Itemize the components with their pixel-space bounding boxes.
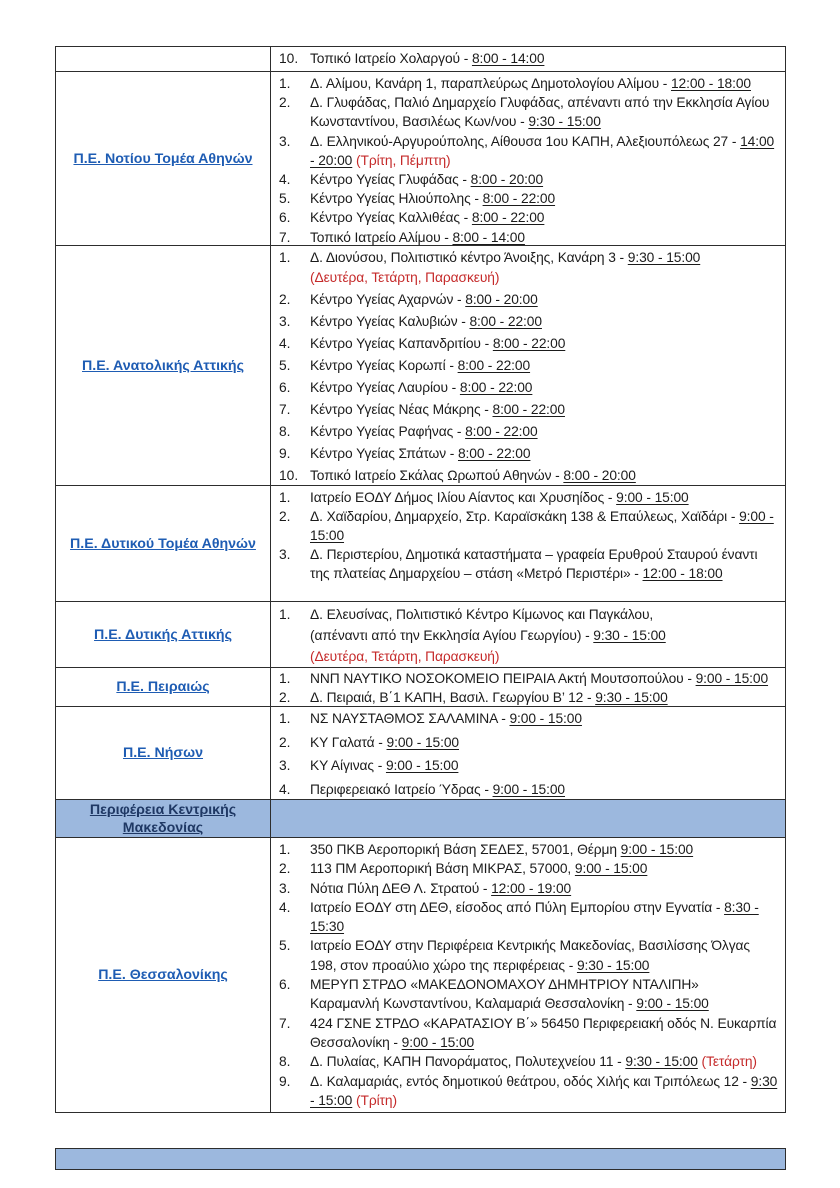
item-number: 2. bbox=[279, 734, 291, 750]
opening-hours: 12:00 - 18:00 bbox=[670, 76, 751, 91]
item-text bbox=[310, 879, 779, 898]
item-number: 8. bbox=[279, 1054, 291, 1070]
item-number: 1. bbox=[279, 490, 291, 505]
opening-hours: 9:30 - 15:00 bbox=[310, 1073, 778, 1108]
item-number: 1. bbox=[279, 76, 291, 91]
schedule-item bbox=[279, 49, 779, 68]
table-row-dytikou bbox=[56, 486, 785, 602]
item-number: 3. bbox=[279, 133, 291, 149]
location-text: Τοπικό Ιατρείο Σκάλας Ωρωπού Αθηνών - bbox=[310, 468, 564, 483]
region-link-thess[interactable]: Π.Ε. Θεσσαλονίκης bbox=[98, 967, 228, 983]
table-row-thess bbox=[56, 838, 785, 1112]
schedule-item bbox=[279, 898, 779, 937]
schedule-item bbox=[279, 756, 779, 776]
item-text bbox=[310, 859, 779, 878]
region-cell-carryover bbox=[56, 47, 271, 71]
item-text bbox=[310, 1072, 779, 1111]
schedule-item bbox=[279, 74, 779, 93]
schedule-item bbox=[279, 466, 779, 485]
item-text bbox=[310, 228, 779, 245]
location-text: Δ. Πειραιά, Β΄1 ΚΑΠΗ, Βασιλ. Γεωργίου Β’ 12 - bbox=[310, 689, 596, 705]
item-text bbox=[310, 1052, 779, 1071]
opening-hours: 9:00 - 15:00 bbox=[310, 509, 774, 543]
opening-hours: 8:00 - 14:00 bbox=[452, 229, 525, 245]
location-text: Δ. Διονύσου, Πολιτιστικό κέντρο Άνοιξης, Κανάρη 3 - bbox=[310, 250, 628, 265]
item-text bbox=[310, 170, 779, 189]
item-text bbox=[310, 74, 779, 93]
item-number: 4. bbox=[279, 172, 291, 188]
schedule-item bbox=[279, 312, 779, 332]
location-text: 113 ΠΜ Αεροπορική Βάση ΜΙΚΡΑΣ, 57000, bbox=[310, 861, 575, 877]
location-text: Κέντρο Υγείας Νέας Μάκρης - bbox=[310, 402, 493, 417]
region-link-makedonia[interactable]: Περιφέρεια Κεντρικής Μακεδονίας bbox=[89, 801, 237, 836]
locations-cell-notiou bbox=[271, 72, 785, 245]
opening-hours: 9:00 - 15:00 bbox=[616, 490, 689, 505]
item-text bbox=[310, 132, 779, 170]
table-row-anatolikis bbox=[56, 246, 785, 486]
schedule-item bbox=[279, 1014, 779, 1053]
item-text bbox=[310, 378, 779, 398]
table-row-notiou bbox=[56, 72, 785, 246]
location-text: Τοπικό Ιατρείο Χολαργού - bbox=[310, 51, 472, 66]
schedule-item bbox=[279, 189, 779, 208]
location-text: Κέντρο Υγείας Γλυφάδας - bbox=[310, 172, 471, 188]
item-number: 1. bbox=[279, 711, 291, 726]
item-number: 7. bbox=[279, 1015, 291, 1031]
schedule-item bbox=[279, 975, 779, 1014]
schedule-item bbox=[279, 93, 779, 131]
days-note: (Τετάρτη) bbox=[697, 1054, 757, 1070]
opening-hours: 9:00 - 15:00 bbox=[401, 1034, 475, 1050]
locations-cell-dytikou bbox=[271, 486, 785, 601]
opening-hours: 8:00 - 14:00 bbox=[471, 51, 545, 66]
item-text bbox=[310, 248, 779, 288]
schedule-item bbox=[279, 670, 779, 689]
location-text: ΚΥ Γαλατά - bbox=[310, 734, 387, 750]
region-cell-thess bbox=[56, 838, 271, 1112]
schedule-item bbox=[279, 780, 779, 800]
opening-hours: 12:00 - 19:00 bbox=[491, 880, 572, 896]
location-text: Δ. Ελευσίνας, Πολιτιστικό Κέντρο Κίμωνος και Παγκάλου, bbox=[310, 607, 654, 622]
item-text bbox=[310, 898, 779, 937]
opening-hours: 8:00 - 22:00 bbox=[459, 380, 533, 395]
opening-hours: 8:00 - 22:00 bbox=[492, 336, 566, 351]
schedule-item bbox=[279, 488, 779, 507]
opening-hours: 9:00 - 15:00 bbox=[386, 734, 459, 750]
item-text bbox=[310, 334, 779, 354]
item-text bbox=[310, 208, 779, 227]
region-link-notiou[interactable]: Π.Ε. Νοτίου Τομέα Αθηνών bbox=[73, 150, 253, 167]
item-text bbox=[310, 488, 779, 507]
opening-hours: 9:30 - 15:00 bbox=[595, 689, 668, 705]
location-text: Δ. Πυλαίας, ΚΑΠΗ Πανοράματος, Πολυτεχνείου 11 - bbox=[310, 1054, 626, 1070]
opening-hours: 12:00 - 18:00 bbox=[642, 566, 723, 581]
location-text: Ιατρείο ΕΟΔΥ στη ΔΕΘ, είσοδος από Πύλη Εμπορίου στην Εγνατία - bbox=[310, 899, 725, 915]
location-text: Κέντρο Υγείας Ηλιούπολης - bbox=[310, 191, 483, 207]
location-text: Ιατρείο ΕΟΔΥ Δήμος Ιλίου Αίαντος και Χρυσηίδος - bbox=[310, 490, 617, 505]
item-text bbox=[310, 936, 779, 975]
item-number: 3. bbox=[279, 880, 291, 896]
item-number: 7. bbox=[279, 402, 291, 417]
location-text: Κέντρο Υγείας Ραφήνας - bbox=[310, 424, 466, 439]
schedule-item bbox=[279, 170, 779, 189]
schedule-item bbox=[279, 400, 779, 420]
locations-cell-thess bbox=[271, 838, 785, 1112]
opening-hours: 9:00 - 15:00 bbox=[385, 758, 459, 773]
location-text: 424 ΓΣΝΕ ΣΤΡΔΟ «ΚΑΡΑΤΑΣΙΟΥ Β΄» 56450 Περιφερειακή οδός Ν. Ευκαρπία Θεσσαλονίκη - bbox=[310, 1015, 777, 1050]
item-text bbox=[310, 189, 779, 208]
region-cell-dytikou bbox=[56, 486, 271, 601]
item-number: 4. bbox=[279, 336, 291, 351]
opening-hours: 9:30 - 15:00 bbox=[528, 114, 601, 130]
table-row-carryover bbox=[56, 47, 785, 72]
item-text bbox=[310, 840, 779, 859]
item-number: 2. bbox=[279, 509, 291, 524]
schedule-item bbox=[279, 248, 779, 288]
item-number: 2. bbox=[279, 292, 291, 307]
table-row-makedonia bbox=[56, 800, 785, 838]
locations-cell-makedonia bbox=[271, 800, 785, 837]
schedule-item bbox=[279, 545, 779, 583]
item-number: 3. bbox=[279, 314, 291, 329]
table-row-nison bbox=[56, 707, 785, 800]
location-text: Δ. Περιστερίου, Δημοτικά καταστήματα – γραφεία Ερυθρού Σταυρού έναντι της πλατείας Δημαρχείου – στάση «Μετρό Περιστέρι» - bbox=[310, 547, 758, 581]
location-text: Νότια Πύλη ΔΕΘ Λ. Στρατού - bbox=[310, 880, 492, 896]
item-text bbox=[310, 756, 779, 776]
schedule-item bbox=[279, 709, 779, 729]
item-text bbox=[310, 604, 779, 667]
item-number: 6. bbox=[279, 210, 291, 226]
item-text bbox=[310, 422, 779, 442]
schedule-item bbox=[279, 1072, 779, 1111]
location-text: Κέντρο Υγείας Καλλιθέας - bbox=[310, 210, 472, 226]
location-text: Δ. Καλαμαριάς, εντός δημοτικού θεάτρου, οδός Χιλής και Τριπόλεως 12 - bbox=[310, 1073, 751, 1089]
location-text: 350 ΠΚΒ Αεροπορική Βάση ΣΕΔΕΣ, 57001, Θέρμη bbox=[310, 842, 621, 857]
item-number: 1. bbox=[279, 671, 291, 686]
locations-cell-carryover bbox=[271, 47, 785, 71]
table-row-peiraios bbox=[56, 668, 785, 707]
schedule-item bbox=[279, 936, 779, 975]
opening-hours: 9:30 - 15:00 bbox=[593, 628, 666, 643]
location-text: Τοπικό Ιατρείο Αλίμου - bbox=[310, 229, 453, 245]
item-number: 7. bbox=[279, 229, 291, 245]
schedule-item bbox=[279, 840, 779, 859]
location-text: Ιατρείο ΕΟΔΥ στην Περιφέρεια Κεντρικής Μακεδονίας, Βασιλίσσης Όλγας 198, στον προαύλιο χώρο της περιφέρειας - bbox=[310, 938, 750, 973]
opening-hours: 9:00 - 15:00 bbox=[574, 861, 648, 877]
item-text bbox=[310, 733, 779, 753]
days-note: (Τρίτη) bbox=[352, 1092, 397, 1108]
region-cell-peiraios bbox=[56, 668, 271, 706]
item-number: 8. bbox=[279, 424, 291, 439]
item-text bbox=[310, 670, 779, 689]
item-number: 3. bbox=[279, 547, 291, 562]
item-text bbox=[310, 444, 779, 464]
schedule-item bbox=[279, 604, 779, 667]
locations-cell-anatolikis bbox=[271, 246, 785, 485]
location-text: Κέντρο Υγείας Αχαρνών - bbox=[310, 292, 466, 307]
item-text bbox=[310, 780, 779, 800]
item-number: 6. bbox=[279, 977, 291, 993]
opening-hours: 8:00 - 22:00 bbox=[492, 402, 565, 417]
opening-hours: 9:00 - 15:00 bbox=[636, 996, 709, 1012]
opening-hours: 9:00 - 15:00 bbox=[492, 781, 566, 797]
region-cell-anatolikis bbox=[56, 246, 271, 485]
item-text bbox=[310, 290, 779, 310]
item-number: 4. bbox=[279, 899, 291, 915]
item-text bbox=[310, 689, 779, 707]
location-text: Κέντρο Υγείας Σπάτων - bbox=[310, 446, 458, 461]
opening-hours: 8:30 - 15:30 bbox=[310, 899, 759, 935]
location-text: ΝΝΠ ΝΑΥΤΙΚΟ ΝΟΣΟΚΟΜΕΙΟ ΠΕΙΡΑΙΑ Ακτή Μουτσοπούλου - bbox=[310, 671, 696, 686]
schedule-table bbox=[55, 46, 786, 1113]
schedule-item bbox=[279, 334, 779, 354]
region-cell-makedonia bbox=[56, 800, 271, 837]
days-note: (Τρίτη, Πέμπτη) bbox=[352, 152, 451, 168]
opening-hours: 8:00 - 22:00 bbox=[469, 314, 542, 329]
days-note: (Δευτέρα, Τετάρτη, Παρασκευή) bbox=[310, 649, 500, 664]
opening-hours: 8:00 - 20:00 bbox=[470, 172, 544, 188]
days-note: (Δευτέρα, Τετάρτη, Παρασκευή) bbox=[310, 270, 500, 285]
schedule-item bbox=[279, 879, 779, 898]
region-cell-notiou bbox=[56, 72, 271, 245]
item-text bbox=[310, 975, 779, 1014]
location-text: Κέντρο Υγείας Κορωπί - bbox=[310, 358, 458, 373]
item-number: 5. bbox=[279, 938, 291, 954]
schedule-item bbox=[279, 444, 779, 464]
schedule-item bbox=[279, 689, 779, 707]
opening-hours: 8:00 - 20:00 bbox=[563, 468, 636, 483]
item-number: 5. bbox=[279, 358, 291, 373]
region-link-anatolikis[interactable]: Π.Ε. Ανατολικής Αττικής bbox=[82, 357, 244, 374]
item-text bbox=[310, 400, 779, 420]
item-text bbox=[310, 466, 779, 485]
schedule-item bbox=[279, 1052, 779, 1071]
item-text bbox=[310, 49, 779, 68]
item-text bbox=[310, 1014, 779, 1053]
opening-hours: 9:00 - 15:00 bbox=[620, 842, 694, 857]
opening-hours: 9:30 - 15:00 bbox=[576, 957, 650, 973]
item-number: 10. bbox=[279, 51, 299, 66]
location-text: Καραμανλή Κωνσταντίνου, Καλαμαριά Θεσσαλονίκη - bbox=[310, 996, 637, 1012]
item-text bbox=[310, 356, 779, 376]
location-text: Κέντρο Υγείας Καλυβιών - bbox=[310, 314, 470, 329]
item-number: 5. bbox=[279, 191, 291, 207]
schedule-item bbox=[279, 208, 779, 227]
location-text: Δ. Αλίμου, Κανάρη 1, παραπλεύρως Δημοτολογίου Αλίμου - bbox=[310, 76, 671, 91]
locations-cell-nison bbox=[271, 707, 785, 799]
location-text: Δ. Γλυφάδας, Παλιό Δημαρχείο Γλυφάδας, απέναντι από την Εκκλησία Αγίου Κωνσταντίνου, Βασιλέως Κων/νου - bbox=[310, 95, 770, 130]
opening-hours: 8:00 - 22:00 bbox=[457, 446, 531, 461]
region-link-dytattikis[interactable]: Π.Ε. Δυτικής Αττικής bbox=[94, 626, 232, 643]
item-number: 2. bbox=[279, 689, 291, 705]
item-number: 1. bbox=[279, 250, 291, 265]
opening-hours: 9:30 - 15:00 bbox=[627, 250, 701, 265]
schedule-item bbox=[279, 228, 779, 245]
locations-cell-peiraios bbox=[271, 668, 785, 706]
opening-hours: 8:00 - 22:00 bbox=[482, 191, 556, 207]
schedule-item bbox=[279, 733, 779, 753]
item-number: 4. bbox=[279, 781, 291, 797]
item-number: 1. bbox=[279, 842, 291, 857]
schedule-item bbox=[279, 507, 779, 545]
item-number: 9. bbox=[279, 1073, 291, 1089]
item-number: 1. bbox=[279, 607, 291, 622]
opening-hours: 8:00 - 22:00 bbox=[457, 358, 531, 373]
item-text bbox=[310, 507, 779, 545]
schedule-item bbox=[279, 378, 779, 398]
item-text bbox=[310, 93, 779, 131]
schedule-item bbox=[279, 132, 779, 170]
region-link-peiraios[interactable]: Π.Ε. Πειραιώς bbox=[116, 679, 210, 695]
opening-hours: 8:00 - 22:00 bbox=[465, 424, 538, 439]
location-text: ΚΥ Αίγινας - bbox=[310, 758, 386, 773]
schedule-item bbox=[279, 859, 779, 878]
item-number: 2. bbox=[279, 95, 291, 111]
location-text: Κέντρο Υγείας Καπανδριτίου - bbox=[310, 336, 493, 351]
location-text: ΜΕΡΥΠ ΣΤΡΔΟ «ΜΑΚΕΔΟΝΟΜΑΧΟΥ ΔΗΜΗΤΡΙΟΥ ΝΤΑΛΙΠΗ» bbox=[310, 977, 699, 993]
opening-hours: 9:30 - 15:00 bbox=[625, 1054, 698, 1070]
region-link-nison[interactable]: Π.Ε. Νήσων bbox=[122, 745, 204, 761]
item-number: 2. bbox=[279, 861, 291, 877]
location-text: Δ. Ελληνικού-Αργυρούπολης, Αίθουσα 1ου ΚΑΠΗ, Αλεξιουπόλεως 27 - bbox=[310, 133, 741, 149]
item-text bbox=[310, 312, 779, 332]
location-text: ΝΣ ΝΑΥΣΤΑΘΜΟΣ ΣΑΛΑΜΙΝΑ - bbox=[310, 711, 510, 726]
schedule-item bbox=[279, 290, 779, 310]
opening-hours: 8:00 - 20:00 bbox=[465, 292, 538, 307]
locations-cell-dytattikis bbox=[271, 602, 785, 667]
location-text: Περιφερειακό Ιατρείο Ύδρας - bbox=[310, 781, 493, 797]
location-text: (απέναντι από την Εκκλησία Αγίου Γεωργίου) - bbox=[310, 628, 594, 643]
opening-hours: 14:00 - 20:00 bbox=[310, 133, 775, 168]
region-link-dytikou[interactable]: Π.Ε. Δυτικού Τομέα Αθηνών bbox=[70, 535, 256, 552]
region-cell-dytattikis bbox=[56, 602, 271, 667]
item-number: 6. bbox=[279, 380, 291, 395]
table-row-dytattikis bbox=[56, 602, 785, 668]
item-number: 3. bbox=[279, 758, 291, 773]
region-cell-nison bbox=[56, 707, 271, 799]
opening-hours: 9:00 - 15:00 bbox=[695, 671, 769, 686]
opening-hours: 8:00 - 22:00 bbox=[471, 210, 545, 226]
item-text bbox=[310, 709, 779, 729]
opening-hours: 9:00 - 15:00 bbox=[509, 711, 582, 726]
location-text: Δ. Χαϊδαρίου, Δημαρχείο, Στρ. Καραϊσκάκη 138 & Επαύλεως, Χαϊδάρι - bbox=[310, 509, 740, 524]
next-region-header-partial bbox=[55, 1148, 786, 1170]
item-number: 9. bbox=[279, 446, 291, 461]
item-number: 10. bbox=[279, 468, 299, 483]
schedule-item bbox=[279, 356, 779, 376]
item-text bbox=[310, 545, 779, 583]
schedule-item bbox=[279, 422, 779, 442]
location-text: Κέντρο Υγείας Λαυρίου - bbox=[310, 380, 460, 395]
